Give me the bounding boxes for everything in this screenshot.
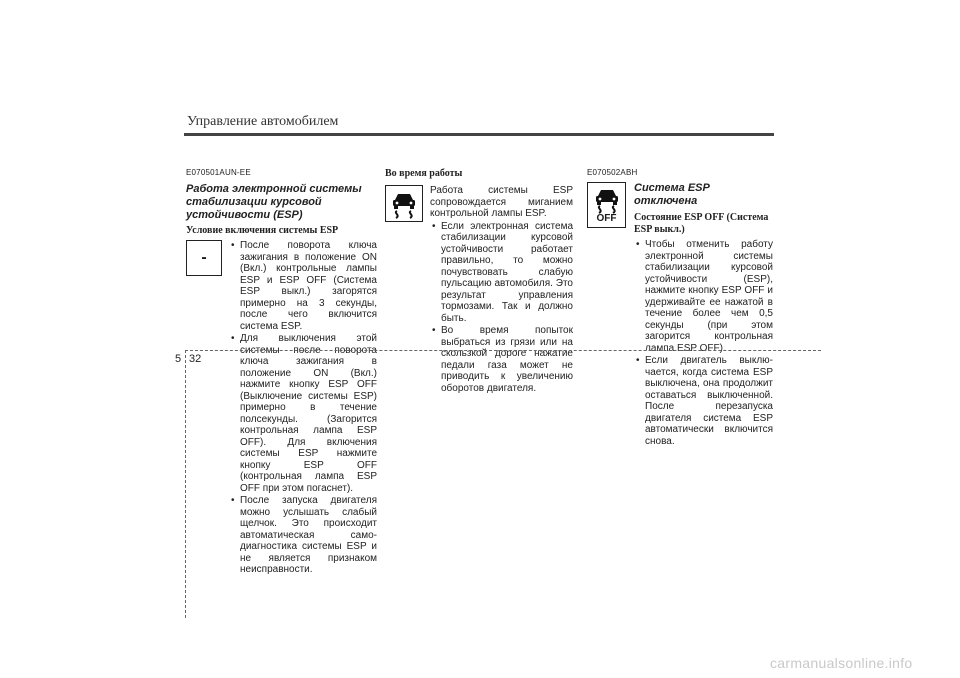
section-title: Работа электронной системы стабилизации курсовой устойчивости (ESP) (186, 183, 362, 221)
section-code: E070502ABH (587, 168, 638, 177)
column-esp-operation (186, 168, 377, 577)
header-rule (184, 133, 774, 136)
bullet-list (430, 221, 573, 395)
off-label: OFF (596, 213, 617, 224)
footer-margin-line (185, 350, 186, 618)
bullet-list (634, 239, 773, 447)
column-esp-off (587, 168, 773, 448)
watermark: carmanualsonline.info (770, 655, 913, 671)
esp-skid-icon (385, 185, 423, 222)
page-number: 32 (189, 353, 202, 365)
list-item: • После запуска двигателя можно услышать слабый щелчок. Это происходит автоматическая само-диагностика системы ESP и не является признаком неисправности. (229, 495, 377, 576)
indicator-box (186, 240, 222, 276)
esp-off-icon (587, 182, 626, 228)
list-item: • Если двигатель выклю-чается, когда система ESP выключена, она продолжит оставаться выключенной. После перезапуска двигателя система ESP автоматически включится снова. (634, 355, 773, 447)
intro-text: Работа системы ESP сопровождается миганием контрольной лампы ESP. (430, 185, 573, 219)
bullet-list (229, 240, 377, 576)
section-title: Система ESP отключена (634, 182, 710, 207)
list-item: • После поворота ключа зажигания в положение ON (Вкл.) контрольные лампы ESP и ESP OFF (Система ESP выкл.) загорятся примерно на 3 секунды, после чего включится система ESP. (229, 240, 377, 332)
list-item: • Чтобы отменить работу электронной системы стабилизации курсовой устойчивости (ESP), нажмите кнопку ESP OFF и удерживайте ее нажатой в течение более чем 0,5 секунды (при этом загорится контрольная лампа ESP OFF). (634, 239, 773, 354)
section-subtitle: Во время работы (385, 168, 463, 179)
column-during-operation (385, 168, 573, 395)
list-item: • Для выключения этой системы после поворота ключа зажигания в положение ON (Вкл.) нажмите кнопку ESP OFF (Выключение системы ESP) примерно в течение полсекунды. (Загорится контрольная лампа ESP OFF). Для включения системы ESP нажмите кнопку ESP OFF (контрольная лампа ESP OFF при этом погаснет). (229, 333, 377, 494)
section-subtitle: Условие включения системы ESP (186, 225, 339, 236)
list-item: • Если электронная система стабилизации курсовой устойчивости работает правильно, то можно почувствовать слабую пульсацию автомобиля. Это результат управления тормозами. Так и должно быть. (430, 221, 573, 325)
dash-label: - (201, 249, 207, 266)
list-item: • Во время попыток выбраться из грязи или на скользкой дороге нажатие педали газа может не приводить к увеличению оборотов двигателя. (430, 325, 573, 394)
section-code: E070501AUN-EE (186, 168, 251, 177)
section-number: 5 (175, 353, 182, 365)
section-subtitle: Состояние ESP OFF (Система ESP выкл.) (634, 212, 769, 235)
page-header-title: Управление автомобилем (187, 114, 339, 129)
footer-rule (185, 350, 821, 351)
